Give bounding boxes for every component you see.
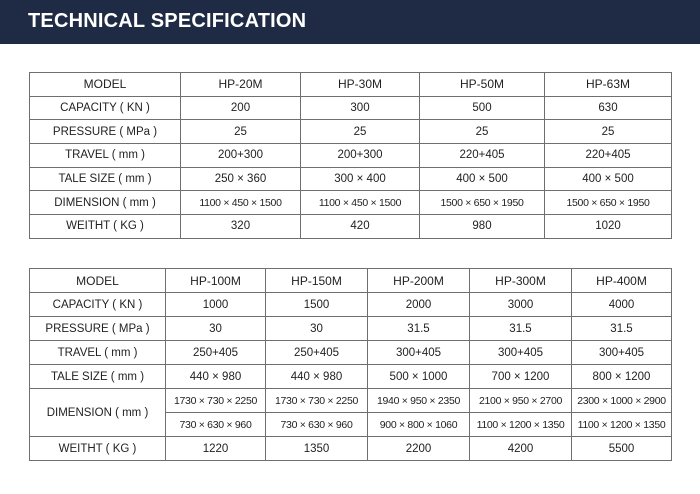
- table-cell: 200+300: [181, 144, 301, 168]
- table-cell: 1940 × 950 × 2350: [368, 389, 470, 413]
- table-cell: 500 × 1000: [368, 365, 470, 389]
- table-cell: 1730 × 730 × 2250: [266, 389, 368, 413]
- table-cell: 1100 × 1200 × 1350: [470, 413, 572, 437]
- table-cell: 250+405: [166, 341, 266, 365]
- table-cell: 1220: [166, 437, 266, 461]
- table-cell: 31.5: [572, 317, 672, 341]
- table-cell: 30: [166, 317, 266, 341]
- table-row: [30, 365, 672, 389]
- column-header: MODEL: [30, 73, 181, 97]
- table-cell: 5500: [572, 437, 672, 461]
- table-cell: 2100 × 950 × 2700: [470, 389, 572, 413]
- table-cell: 900 × 800 × 1060: [368, 413, 470, 437]
- table-cell: 3000: [470, 293, 572, 317]
- column-header: MODEL: [30, 269, 166, 293]
- table-header-row: [30, 269, 672, 293]
- table-cell: 2300 × 1000 × 2900: [572, 389, 672, 413]
- table-row: [30, 317, 672, 341]
- table-header-row: [30, 73, 672, 97]
- table-cell: 1500 × 650 × 1950: [545, 191, 672, 215]
- row-label: TALE SIZE ( mm ): [30, 365, 166, 389]
- table-cell: 630: [545, 96, 672, 120]
- table-row: [30, 96, 672, 120]
- spec-table-large-models: [29, 268, 672, 461]
- table-cell: 1020: [545, 215, 672, 239]
- table-cell: 1100 × 1200 × 1350: [572, 413, 672, 437]
- table-cell: 700 × 1200: [470, 365, 572, 389]
- table-cell: 1100 × 450 × 1500: [181, 191, 301, 215]
- table-cell: 30: [266, 317, 368, 341]
- table-cell: 1730 × 730 × 2250: [166, 389, 266, 413]
- row-label: PRESSURE ( MPa ): [30, 317, 166, 341]
- column-header: HP-100M: [166, 269, 266, 293]
- row-label: CAPACITY ( KN ): [30, 293, 166, 317]
- column-header: HP-300M: [470, 269, 572, 293]
- table-cell: 1000: [166, 293, 266, 317]
- table-cell: 31.5: [470, 317, 572, 341]
- table-row: [30, 120, 672, 144]
- table-cell: 1500 × 650 × 1950: [420, 191, 545, 215]
- row-label: WEITHT ( KG ): [30, 215, 181, 239]
- column-header: HP-63M: [545, 73, 672, 97]
- table-cell: 200: [181, 96, 301, 120]
- column-header: HP-150M: [266, 269, 368, 293]
- table-cell: 25: [181, 120, 301, 144]
- table-cell: 2000: [368, 293, 470, 317]
- table-row: [30, 437, 672, 461]
- table-cell: 1350: [266, 437, 368, 461]
- row-label: TRAVEL ( mm ): [30, 341, 166, 365]
- table-cell: 440 × 980: [266, 365, 368, 389]
- column-header: HP-20M: [181, 73, 301, 97]
- row-label: DIMENSION ( mm ): [30, 389, 166, 437]
- table-cell: 1500: [266, 293, 368, 317]
- table-row: [30, 389, 672, 413]
- table-cell: 1100 × 450 × 1500: [301, 191, 420, 215]
- row-label: TALE SIZE ( mm ): [30, 167, 181, 191]
- column-header: HP-30M: [301, 73, 420, 97]
- table-cell: 2200: [368, 437, 470, 461]
- table-cell: 730 × 630 × 960: [166, 413, 266, 437]
- table-cell: 400 × 500: [420, 167, 545, 191]
- table-cell: 730 × 630 × 960: [266, 413, 368, 437]
- table-cell: 400 × 500: [545, 167, 672, 191]
- table-cell: 25: [420, 120, 545, 144]
- column-header: HP-400M: [572, 269, 672, 293]
- table-cell: 25: [301, 120, 420, 144]
- table-cell: 220+405: [420, 144, 545, 168]
- table-row: [30, 215, 672, 239]
- table-row: [30, 144, 672, 168]
- page-title: TECHNICAL SPECIFICATION: [28, 10, 307, 32]
- row-label: DIMENSION ( mm ): [30, 191, 181, 215]
- table-cell: 4200: [470, 437, 572, 461]
- table-cell: 440 × 980: [166, 365, 266, 389]
- table-cell: 320: [181, 215, 301, 239]
- row-label: PRESSURE ( MPa ): [30, 120, 181, 144]
- spec-table-small-models: [29, 72, 672, 239]
- table-row: [30, 167, 672, 191]
- row-label: WEITHT ( KG ): [30, 437, 166, 461]
- table-cell: 25: [545, 120, 672, 144]
- row-label: TRAVEL ( mm ): [30, 144, 181, 168]
- table-cell: 980: [420, 215, 545, 239]
- table-row: [30, 293, 672, 317]
- table-cell: 300 × 400: [301, 167, 420, 191]
- table-cell: 500: [420, 96, 545, 120]
- table-cell: 250 × 360: [181, 167, 301, 191]
- table-cell: 420: [301, 215, 420, 239]
- column-header: HP-200M: [368, 269, 470, 293]
- table-cell: 31.5: [368, 317, 470, 341]
- table-cell: 4000: [572, 293, 672, 317]
- table-cell: 300+405: [470, 341, 572, 365]
- table-cell: 300+405: [572, 341, 672, 365]
- row-label: CAPACITY ( KN ): [30, 96, 181, 120]
- table-cell: 300+405: [368, 341, 470, 365]
- table-row: [30, 341, 672, 365]
- column-header: HP-50M: [420, 73, 545, 97]
- header-bar: [0, 0, 700, 44]
- table-cell: 300: [301, 96, 420, 120]
- table-cell: 200+300: [301, 144, 420, 168]
- table-cell: 250+405: [266, 341, 368, 365]
- table-cell: 800 × 1200: [572, 365, 672, 389]
- table-cell: 220+405: [545, 144, 672, 168]
- table-row: [30, 191, 672, 215]
